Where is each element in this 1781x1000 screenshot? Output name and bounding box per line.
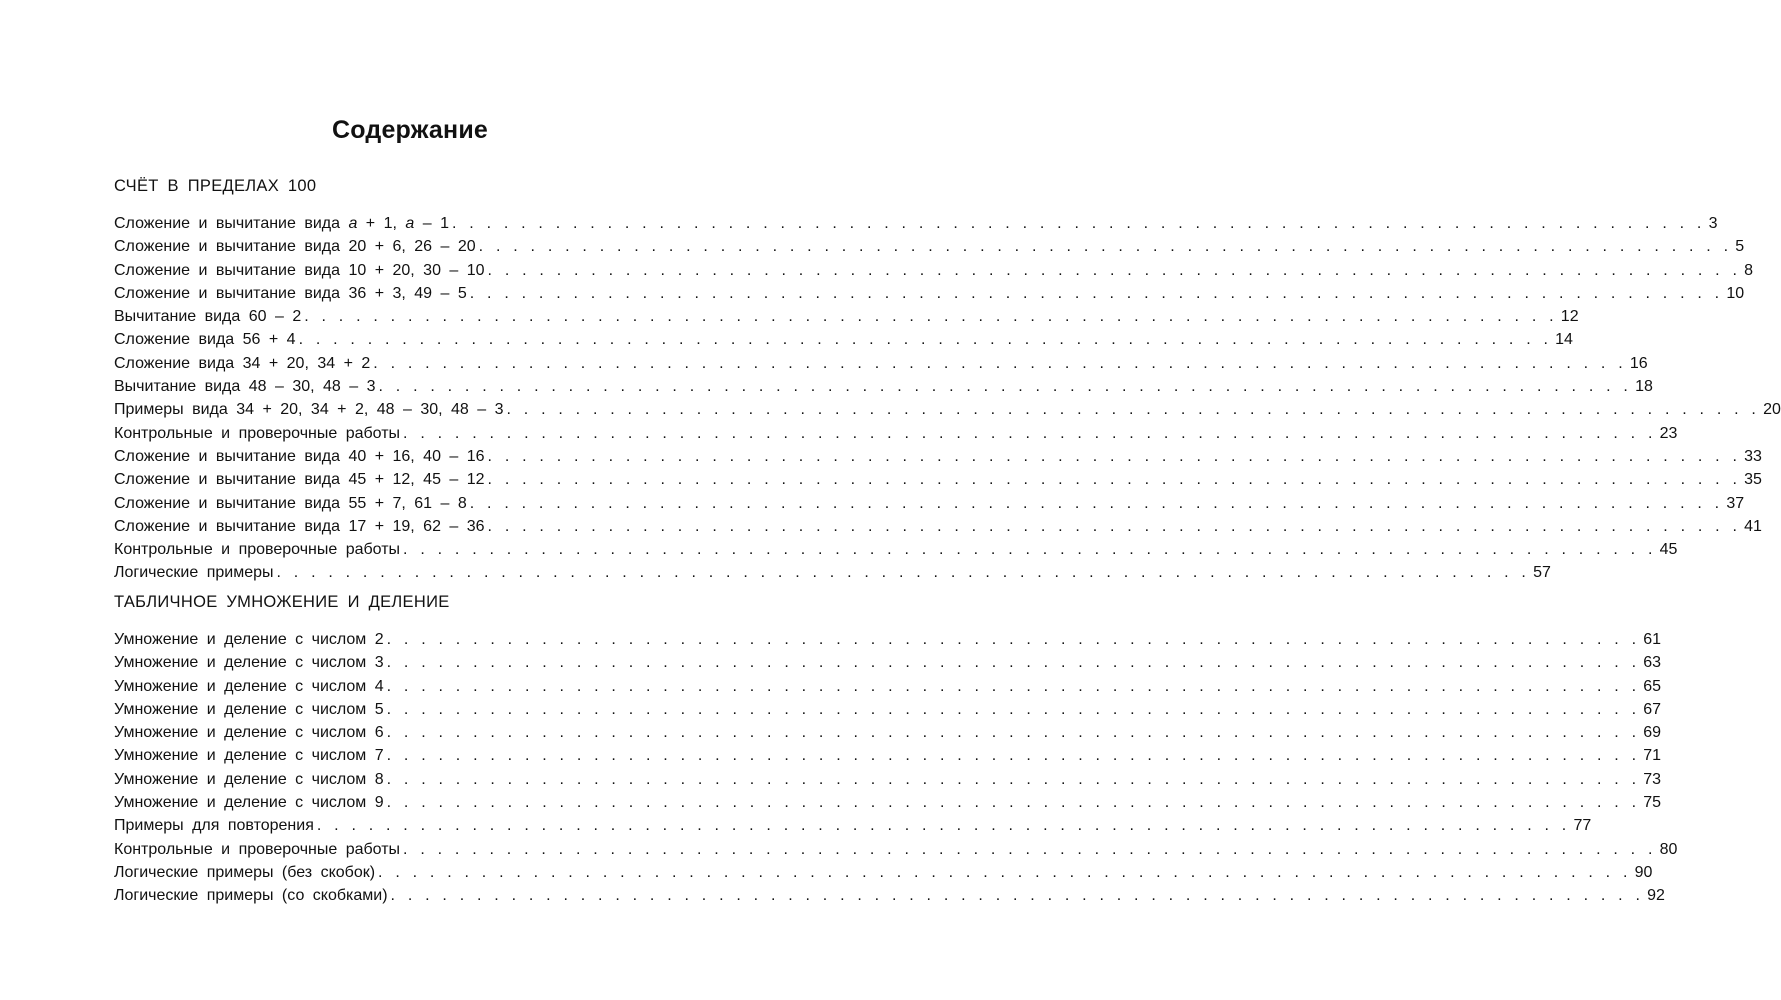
dot-leader: . . . . . . . . . . . . . . . . . . . . . . . . . . . . . . . . . . . . . . . . . . . . . . . . . . . . . . . . . . . . . . . . . . . . . . . . . — [487, 447, 1742, 465]
toc-entry[interactable] — [114, 814, 1592, 837]
toc-entry[interactable] — [114, 328, 1573, 351]
toc-entry[interactable] — [114, 445, 1762, 468]
toc-entry-label: Сложение и вычитание вида 36 + 3, 49 – 5 — [114, 284, 467, 302]
dot-leader: . . . . . . . . . . . . . . . . . . . . . . . . . . . . . . . . . . . . . . . . . . . . . . . . . . . . . . . . . . . . . . . . . . . . . . . . . — [403, 541, 1657, 559]
toc-entry-label: Вычитание вида 60 – 2 — [114, 308, 302, 326]
dot-leader: . . . . . . . . . . . . . . . . . . . . . . . . . . . . . . . . . . . . . . . . . . . . . . . . . . . . . . . . . . . . . . . . . . . . . . . . . — [378, 863, 1632, 881]
toc-entry-label: Сложение и вычитание вида a + 1, a – 1 — [114, 215, 449, 232]
toc-entry[interactable] — [114, 768, 1662, 791]
dot-leader: . . . . . . . . . . . . . . . . . . . . . . . . . . . . . . . . . . . . . . . . . . . . . . . . . . . . . . . . . . . . . . . . . . . . . . . . . — [386, 770, 1641, 788]
dot-leader: . . . . . . . . . . . . . . . . . . . . . . . . . . . . . . . . . . . . . . . . . . . . . . . . . . . . . . . . . . . . . . . . . . . . . . . . . — [506, 401, 1761, 419]
toc-entry-label: Сложение и вычитание вида 40 + 16, 40 – 16 — [114, 447, 485, 465]
dot-leader: . . . . . . . . . . . . . . . . . . . . . . . . . . . . . . . . . . . . . . . . . . . . . . . . . . . . . . . . . . . . . . . . . . . . . . . . . — [478, 238, 1733, 256]
toc-section-multiplication — [114, 590, 1678, 908]
dot-leader: . . . . . . . . . . . . . . . . . . . . . . . . . . . . . . . . . . . . . . . . . . . . . . . . . . . . . . . . . . . . . . . . . . . . . . . . . — [386, 654, 1641, 672]
dot-leader: . . . . . . . . . . . . . . . . . . . . . . . . . . . . . . . . . . . . . . . . . . . . . . . . . . . . . . . . . . . . . . . . . . . . . . . . . — [378, 378, 1633, 396]
toc-entry[interactable] — [114, 398, 1781, 421]
toc-entry-page-number: 16 — [1629, 354, 1648, 372]
toc-entry[interactable] — [114, 352, 1648, 375]
toc-entry[interactable] — [114, 884, 1665, 907]
toc-entry[interactable] — [114, 628, 1662, 651]
toc-entry[interactable] — [114, 838, 1678, 861]
toc-entry-page-number: 57 — [1533, 564, 1551, 582]
section-heading: СЧЁТ В ПРЕДЕЛАХ 100 — [114, 177, 317, 195]
dot-leader: . . . . . . . . . . . . . . . . . . . . . . . . . . . . . . . . . . . . . . . . . . . . . . . . . . . . . . . . . . . . . . . . . . . . . . . . . — [451, 215, 1706, 232]
dot-leader: . . . . . . . . . . . . . . . . . . . . . . . . . . . . . . . . . . . . . . . . . . . . . . . . . . . . . . . . . . . . . . . . . . . . . . . . . — [316, 817, 1571, 835]
toc-entry-page-number: 33 — [1744, 447, 1762, 465]
dot-leader: . . . . . . . . . . . . . . . . . . . . . . . . . . . . . . . . . . . . . . . . . . . . . . . . . . . . . . . . . . . . . . . . . . . . . . . . . — [390, 887, 1645, 905]
toc-entry-page-number: 65 — [1643, 677, 1662, 695]
toc-entry-label: Умножение и деление с числом 3 — [114, 654, 384, 672]
toc-entry-page-number: 35 — [1744, 471, 1762, 489]
toc-entry[interactable] — [114, 721, 1662, 744]
dot-leader: . . . . . . . . . . . . . . . . . . . . . . . . . . . . . . . . . . . . . . . . . . . . . . . . . . . . . . . . . . . . . . . . . . . . . . . . . — [469, 494, 1724, 512]
toc-entry-page-number: 10 — [1726, 284, 1745, 302]
toc-entry-label: Умножение и деление с числом 6 — [114, 724, 384, 742]
toc-entry-label: Логические примеры (со скобками) — [114, 887, 388, 905]
toc-entry[interactable] — [114, 468, 1762, 491]
toc-entry-label: Логические примеры (без скобок) — [114, 863, 376, 881]
toc-entry-label: Умножение и деление с числом 4 — [114, 677, 384, 695]
toc-entry-page-number: 75 — [1643, 794, 1662, 812]
toc-entry-label: Вычитание вида 48 – 30, 48 – 3 — [114, 378, 376, 396]
toc-entry[interactable] — [114, 861, 1653, 884]
toc-entry-page-number: 12 — [1560, 308, 1579, 326]
dot-leader: . . . . . . . . . . . . . . . . . . . . . . . . . . . . . . . . . . . . . . . . . . . . . . . . . . . . . . . . . . . . . . . . . . . . . . . . . — [373, 354, 1627, 372]
toc-entry[interactable] — [114, 561, 1551, 584]
toc-entry-page-number: 41 — [1744, 517, 1762, 535]
toc-entry[interactable] — [114, 515, 1762, 538]
toc-entry-label: Контрольные и проверочные работы — [114, 424, 401, 442]
toc-list — [114, 628, 1678, 908]
toc-entry-page-number: 5 — [1735, 238, 1745, 256]
toc-entry-page-number: 71 — [1643, 747, 1662, 765]
dot-leader: . . . . . . . . . . . . . . . . . . . . . . . . . . . . . . . . . . . . . . . . . . . . . . . . . . . . . . . . . . . . . . . . . . . . . . . . . — [487, 471, 1742, 489]
dot-leader: . . . . . . . . . . . . . . . . . . . . . . . . . . . . . . . . . . . . . . . . . . . . . . . . . . . . . . . . . . . . . . . . . . . . . . . . . — [386, 747, 1641, 765]
toc-entry-label: Контрольные и проверочные работы — [114, 840, 401, 858]
dot-leader: . . . . . . . . . . . . . . . . . . . . . . . . . . . . . . . . . . . . . . . . . . . . . . . . . . . . . . . . . . . . . . . . . . . . . . . . . — [304, 308, 1558, 326]
toc-section-counting — [114, 174, 1781, 585]
toc-entry[interactable] — [114, 282, 1745, 305]
toc-entry-label: Умножение и деление с числом 8 — [114, 770, 384, 788]
toc-entry-page-number: 23 — [1659, 424, 1678, 442]
toc-entry[interactable] — [114, 698, 1662, 721]
toc-entry-page-number: 37 — [1726, 494, 1745, 512]
toc-entry-page-number: 3 — [1708, 215, 1718, 232]
toc-entry[interactable] — [114, 305, 1579, 328]
dot-leader: . . . . . . . . . . . . . . . . . . . . . . . . . . . . . . . . . . . . . . . . . . . . . . . . . . . . . . . . . . . . . . . . . . . . . . . . . — [487, 261, 1742, 279]
toc-entry-label: Умножение и деление с числом 9 — [114, 794, 384, 812]
toc-entry-page-number: 45 — [1659, 541, 1678, 559]
toc-entry[interactable] — [114, 375, 1653, 398]
toc-entry[interactable] — [114, 422, 1678, 445]
toc-entry[interactable] — [114, 212, 1718, 235]
toc-entry-label: Сложение и вычитание вида 17 + 19, 62 – 36 — [114, 517, 485, 535]
toc-list — [114, 212, 1781, 585]
toc-entry-page-number: 14 — [1555, 331, 1573, 349]
toc-entry-label: Логические примеры — [114, 564, 274, 582]
toc-entry-page-number: 77 — [1573, 817, 1592, 835]
toc-entry[interactable] — [114, 259, 1754, 282]
toc-entry-label: Сложение и вычитание вида 10 + 20, 30 – 10 — [114, 261, 485, 279]
toc-entry-page-number: 18 — [1635, 378, 1653, 396]
toc-entry-page-number: 20 — [1763, 401, 1781, 419]
toc-entry[interactable] — [114, 675, 1662, 698]
toc-entry-page-number: 80 — [1659, 840, 1678, 858]
toc-entry-page-number: 61 — [1643, 631, 1662, 648]
dot-leader: . . . . . . . . . . . . . . . . . . . . . . . . . . . . . . . . . . . . . . . . . . . . . . . . . . . . . . . . . . . . . . . . . . . . . . . . . — [403, 840, 1657, 858]
toc-entry-label: Примеры вида 34 + 20, 34 + 2, 48 – 30, 48 – 3 — [114, 401, 504, 419]
toc-entry-label: Умножение и деление с числом 2 — [114, 631, 384, 648]
toc-entry[interactable] — [114, 492, 1745, 515]
toc-entry-label: Примеры для повторения — [114, 817, 314, 835]
dot-leader: . . . . . . . . . . . . . . . . . . . . . . . . . . . . . . . . . . . . . . . . . . . . . . . . . . . . . . . . . . . . . . . . . . . . . . . . . — [386, 631, 1641, 648]
dot-leader: . . . . . . . . . . . . . . . . . . . . . . . . . . . . . . . . . . . . . . . . . . . . . . . . . . . . . . . . . . . . . . . . . . . . . . . . . — [386, 724, 1641, 742]
toc-entry-label: Сложение и вычитание вида 45 + 12, 45 – 12 — [114, 471, 485, 489]
section-heading: ТАБЛИЧНОЕ УМНОЖЕНИЕ И ДЕЛЕНИЕ — [114, 593, 450, 611]
toc-entry[interactable] — [114, 744, 1662, 767]
toc-entry[interactable] — [114, 235, 1745, 258]
toc-entry-page-number: 8 — [1744, 261, 1754, 279]
toc-entry-label: Сложение вида 34 + 20, 34 + 2 — [114, 354, 371, 372]
toc-entry-label: Сложение и вычитание вида 55 + 7, 61 – 8 — [114, 494, 467, 512]
toc-entry-page-number: 92 — [1647, 887, 1665, 905]
toc-entry[interactable] — [114, 538, 1678, 561]
dot-leader: . . . . . . . . . . . . . . . . . . . . . . . . . . . . . . . . . . . . . . . . . . . . . . . . . . . . . . . . . . . . . . . . . . . . . . . . . — [403, 424, 1657, 442]
toc-entry-label: Сложение и вычитание вида 20 + 6, 26 – 20 — [114, 238, 476, 256]
toc-entry[interactable] — [114, 791, 1662, 814]
dot-leader: . . . . . . . . . . . . . . . . . . . . . . . . . . . . . . . . . . . . . . . . . . . . . . . . . . . . . . . . . . . . . . . . . . . . . . . . . — [386, 700, 1641, 718]
dot-leader: . . . . . . . . . . . . . . . . . . . . . . . . . . . . . . . . . . . . . . . . . . . . . . . . . . . . . . . . . . . . . . . . . . . . . . . . . — [386, 677, 1641, 695]
toc-entry-page-number: 63 — [1643, 654, 1662, 672]
toc-entry-label: Умножение и деление с числом 5 — [114, 700, 384, 718]
dot-leader: . . . . . . . . . . . . . . . . . . . . . . . . . . . . . . . . . . . . . . . . . . . . . . . . . . . . . . . . . . . . . . . . . . . . . . . . . — [469, 284, 1724, 302]
dot-leader: . . . . . . . . . . . . . . . . . . . . . . . . . . . . . . . . . . . . . . . . . . . . . . . . . . . . . . . . . . . . . . . . . . . . . . . . . — [298, 331, 1553, 349]
toc-entry[interactable] — [114, 651, 1662, 674]
toc-entry-page-number: 73 — [1643, 770, 1662, 788]
toc-entry-label: Контрольные и проверочные работы — [114, 541, 401, 559]
toc-entry-page-number: 67 — [1643, 700, 1662, 718]
dot-leader: . . . . . . . . . . . . . . . . . . . . . . . . . . . . . . . . . . . . . . . . . . . . . . . . . . . . . . . . . . . . . . . . . . . . . . . . . — [276, 564, 1531, 582]
page-title: Содержание — [331, 116, 489, 144]
toc-entry-label: Сложение вида 56 + 4 — [114, 331, 296, 349]
toc-entry-label: Умножение и деление с числом 7 — [114, 747, 384, 765]
toc-entry-page-number: 69 — [1643, 724, 1662, 742]
dot-leader: . . . . . . . . . . . . . . . . . . . . . . . . . . . . . . . . . . . . . . . . . . . . . . . . . . . . . . . . . . . . . . . . . . . . . . . . . — [487, 517, 1742, 535]
toc-entry-page-number: 90 — [1634, 863, 1653, 881]
dot-leader: . . . . . . . . . . . . . . . . . . . . . . . . . . . . . . . . . . . . . . . . . . . . . . . . . . . . . . . . . . . . . . . . . . . . . . . . . — [386, 794, 1641, 812]
